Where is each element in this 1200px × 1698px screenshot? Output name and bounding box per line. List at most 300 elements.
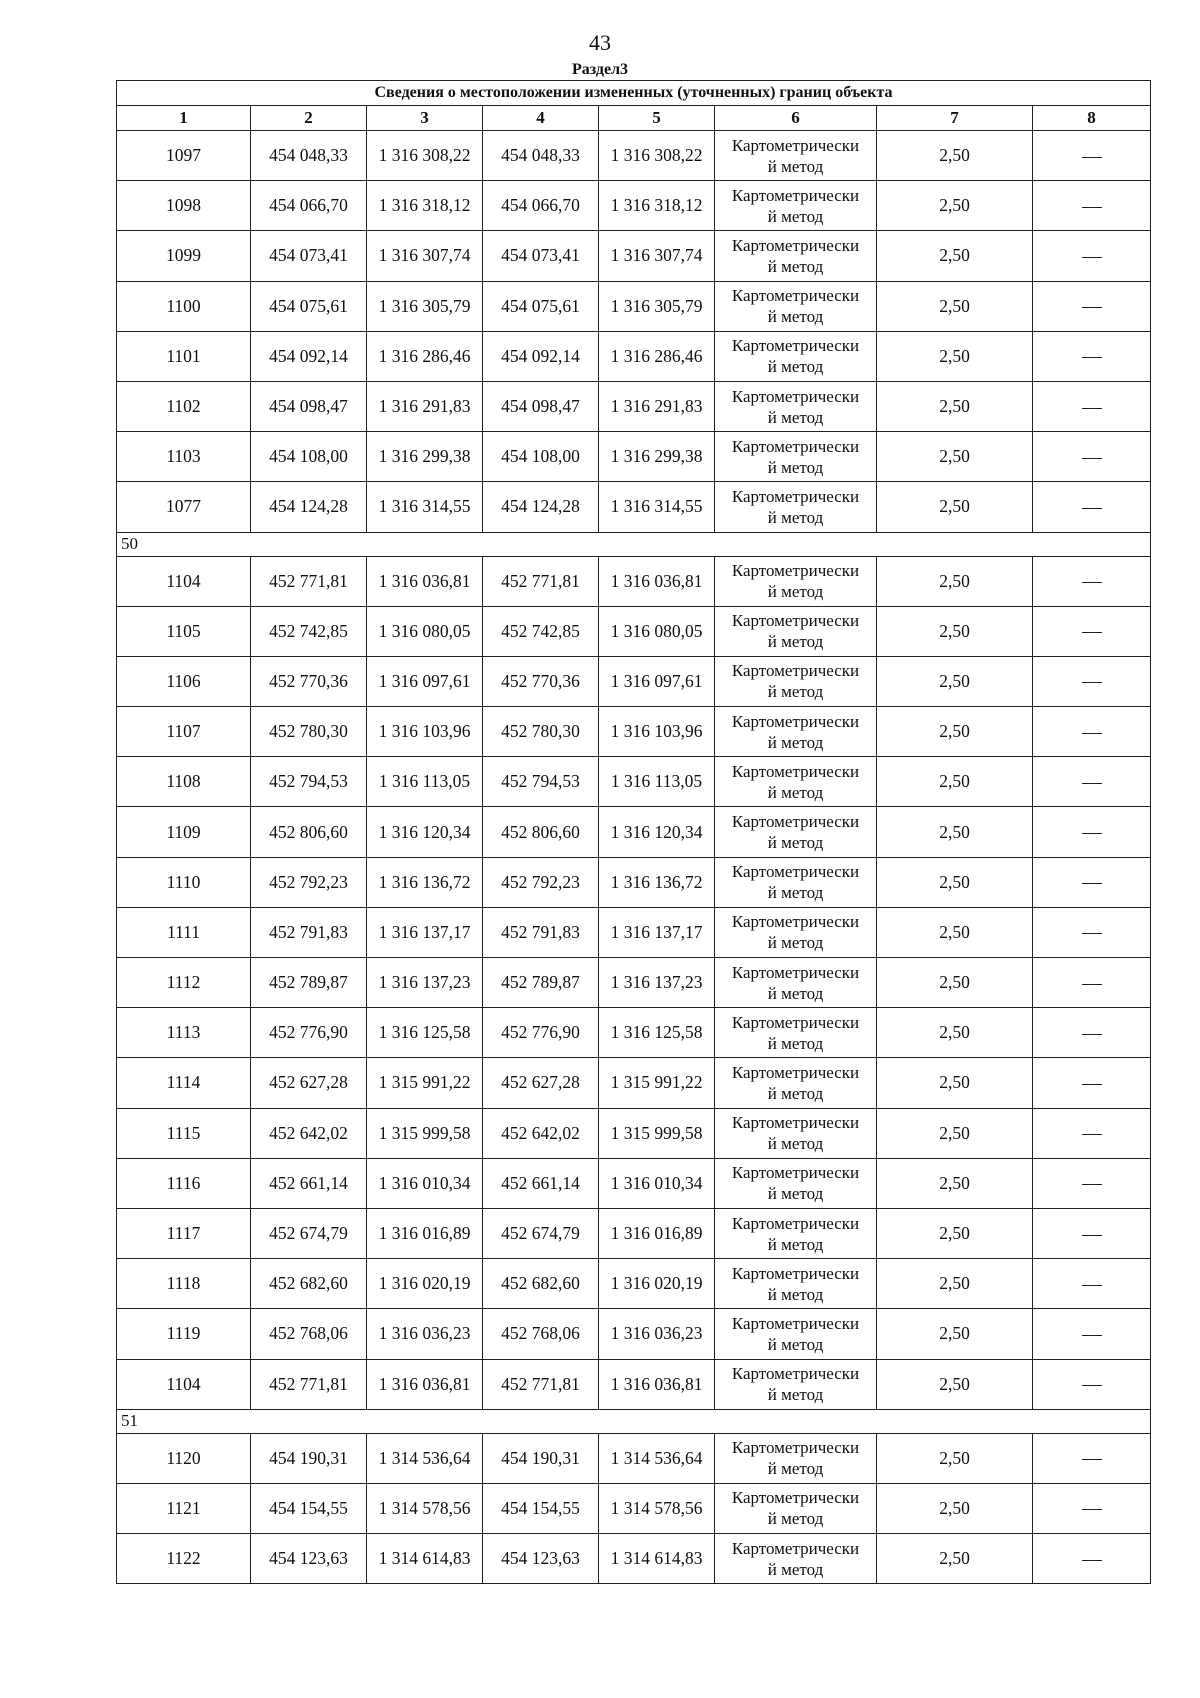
table-row: [117, 958, 1151, 1008]
x-existing-cell: 454 092,14: [251, 331, 367, 381]
method-cell: [715, 807, 877, 857]
point-number-cell: 1101: [117, 331, 251, 381]
column-number: 6: [715, 106, 877, 131]
method-line: Картометрически: [731, 235, 860, 255]
method-line: Картометрически: [731, 386, 860, 406]
y-updated-cell: 1 316 318,12: [599, 181, 715, 231]
method-cell: [715, 656, 877, 706]
y-updated-cell: 1 316 291,83: [599, 381, 715, 431]
x-updated-cell: 452 674,79: [483, 1208, 599, 1258]
method-line: Картометрически: [731, 1213, 860, 1233]
x-updated-cell: 454 154,55: [483, 1483, 599, 1533]
dash-mark: [1082, 1235, 1102, 1236]
point-number-cell: 1109: [117, 807, 251, 857]
empty-value-cell: [1033, 707, 1151, 757]
x-existing-cell: 454 108,00: [251, 432, 367, 482]
y-updated-cell: 1 316 036,81: [599, 1359, 715, 1409]
x-updated-cell: 452 770,36: [483, 656, 599, 706]
method-cell: [715, 181, 877, 231]
method-line: й метод: [767, 206, 824, 226]
y-updated-cell: 1 316 307,74: [599, 231, 715, 281]
table-row: [117, 1158, 1151, 1208]
dash-mark: [1082, 1560, 1102, 1561]
y-updated-cell: 1 315 991,22: [599, 1058, 715, 1108]
empty-value-cell: [1033, 231, 1151, 281]
method-line: Картометрически: [731, 486, 860, 506]
empty-value-cell: [1033, 1108, 1151, 1158]
method-line: Картометрически: [731, 336, 860, 356]
table-row: [117, 331, 1151, 381]
method-line: й метод: [767, 582, 824, 602]
table-row: [117, 1534, 1151, 1584]
y-existing-cell: 1 316 305,79: [367, 281, 483, 331]
boundary-coordinates-table: [116, 80, 1151, 1584]
table-row: [117, 606, 1151, 656]
method-cell: [715, 1158, 877, 1208]
point-number-cell: 1077: [117, 482, 251, 532]
table-row: [117, 707, 1151, 757]
point-number-cell: 1119: [117, 1309, 251, 1359]
x-updated-cell: 452 642,02: [483, 1108, 599, 1158]
method-line: й метод: [767, 1134, 824, 1154]
accuracy-cell: 2,50: [877, 1158, 1033, 1208]
point-number-cell: 1122: [117, 1534, 251, 1584]
method-cell: [715, 606, 877, 656]
accuracy-cell: 2,50: [877, 1008, 1033, 1058]
x-updated-cell: 454 190,31: [483, 1433, 599, 1483]
x-existing-cell: 452 794,53: [251, 757, 367, 807]
x-updated-cell: 452 780,30: [483, 707, 599, 757]
empty-value-cell: [1033, 1534, 1151, 1584]
method-cell: [715, 1008, 877, 1058]
method-line: Картометрически: [731, 135, 860, 155]
method-cell: [715, 958, 877, 1008]
method-line: Картометрически: [731, 711, 860, 731]
x-existing-cell: 452 661,14: [251, 1158, 367, 1208]
method-cell: [715, 1433, 877, 1483]
x-updated-cell: 452 794,53: [483, 757, 599, 807]
method-line: й метод: [767, 307, 824, 327]
dash-mark: [1082, 508, 1102, 509]
method-cell: [715, 432, 877, 482]
method-line: й метод: [767, 1459, 824, 1479]
accuracy-cell: 2,50: [877, 556, 1033, 606]
y-existing-cell: 1 316 016,89: [367, 1208, 483, 1258]
table-row: [117, 1259, 1151, 1309]
y-updated-cell: 1 314 614,83: [599, 1534, 715, 1584]
method-line: Картометрически: [731, 812, 860, 832]
dash-mark: [1082, 1134, 1102, 1135]
method-line: й метод: [767, 156, 824, 176]
x-updated-cell: 452 792,23: [483, 857, 599, 907]
group-row: [117, 1409, 1151, 1433]
accuracy-cell: 2,50: [877, 1108, 1033, 1158]
y-existing-cell: 1 316 314,55: [367, 482, 483, 532]
y-updated-cell: 1 314 536,64: [599, 1433, 715, 1483]
method-line: Картометрически: [731, 436, 860, 456]
group-label: 50: [117, 532, 1151, 556]
point-number-cell: 1115: [117, 1108, 251, 1158]
y-existing-cell: 1 315 991,22: [367, 1058, 483, 1108]
point-number-cell: 1100: [117, 281, 251, 331]
x-updated-cell: 454 092,14: [483, 331, 599, 381]
x-existing-cell: 454 190,31: [251, 1433, 367, 1483]
dash-mark: [1082, 1084, 1102, 1085]
method-line: Картометрически: [731, 761, 860, 781]
point-number-cell: 1106: [117, 656, 251, 706]
x-updated-cell: 452 768,06: [483, 1309, 599, 1359]
x-existing-cell: 452 792,23: [251, 857, 367, 907]
table-row: [117, 1058, 1151, 1108]
point-number-cell: 1104: [117, 1359, 251, 1409]
y-updated-cell: 1 316 113,05: [599, 757, 715, 807]
method-line: й метод: [767, 933, 824, 953]
table-row: [117, 907, 1151, 957]
method-line: Картометрически: [731, 1438, 860, 1458]
point-number-cell: 1105: [117, 606, 251, 656]
method-cell: [715, 1534, 877, 1584]
table-caption-row: [117, 81, 1151, 106]
x-existing-cell: 454 066,70: [251, 181, 367, 231]
y-updated-cell: 1 316 010,34: [599, 1158, 715, 1208]
accuracy-cell: 2,50: [877, 907, 1033, 957]
method-line: й метод: [767, 782, 824, 802]
y-existing-cell: 1 314 578,56: [367, 1483, 483, 1533]
point-number-cell: 1104: [117, 556, 251, 606]
method-cell: [715, 556, 877, 606]
method-cell: [715, 1259, 877, 1309]
method-line: й метод: [767, 983, 824, 1003]
method-cell: [715, 1108, 877, 1158]
accuracy-cell: 2,50: [877, 1208, 1033, 1258]
dash-mark: [1082, 357, 1102, 358]
column-number: 7: [877, 106, 1033, 131]
x-existing-cell: 454 075,61: [251, 281, 367, 331]
table-row: [117, 231, 1151, 281]
method-cell: [715, 331, 877, 381]
x-updated-cell: 452 771,81: [483, 556, 599, 606]
point-number-cell: 1120: [117, 1433, 251, 1483]
dash-mark: [1082, 783, 1102, 784]
y-updated-cell: 1 316 125,58: [599, 1008, 715, 1058]
method-cell: [715, 1359, 877, 1409]
x-updated-cell: 452 661,14: [483, 1158, 599, 1208]
empty-value-cell: [1033, 381, 1151, 431]
y-updated-cell: 1 316 080,05: [599, 606, 715, 656]
point-number-cell: 1111: [117, 907, 251, 957]
y-updated-cell: 1 316 036,23: [599, 1309, 715, 1359]
method-line: й метод: [767, 1083, 824, 1103]
point-number-cell: 1098: [117, 181, 251, 231]
method-line: Картометрически: [731, 962, 860, 982]
method-line: Картометрически: [731, 185, 860, 205]
y-updated-cell: 1 316 137,17: [599, 907, 715, 957]
accuracy-cell: 2,50: [877, 1309, 1033, 1359]
section-title: Раздел3: [571, 61, 629, 78]
point-number-cell: 1099: [117, 231, 251, 281]
x-existing-cell: 454 123,63: [251, 1534, 367, 1584]
dash-mark: [1082, 984, 1102, 985]
x-updated-cell: 454 075,61: [483, 281, 599, 331]
accuracy-cell: 2,50: [877, 1483, 1033, 1533]
method-line: й метод: [767, 732, 824, 752]
method-line: Картометрически: [731, 1488, 860, 1508]
accuracy-cell: 2,50: [877, 757, 1033, 807]
accuracy-cell: 2,50: [877, 857, 1033, 907]
method-line: й метод: [767, 1509, 824, 1529]
dash-mark: [1082, 632, 1102, 633]
y-existing-cell: 1 316 103,96: [367, 707, 483, 757]
y-existing-cell: 1 316 299,38: [367, 432, 483, 482]
method-line: Картометрически: [731, 1012, 860, 1032]
method-line: й метод: [767, 833, 824, 853]
method-cell: [715, 1309, 877, 1359]
point-number-cell: 1102: [117, 381, 251, 431]
x-existing-cell: 452 791,83: [251, 907, 367, 957]
x-updated-cell: 454 066,70: [483, 181, 599, 231]
x-updated-cell: 454 124,28: [483, 482, 599, 532]
y-updated-cell: 1 316 305,79: [599, 281, 715, 331]
y-existing-cell: 1 316 137,23: [367, 958, 483, 1008]
x-existing-cell: 452 771,81: [251, 556, 367, 606]
x-existing-cell: 452 768,06: [251, 1309, 367, 1359]
method-line: Картометрически: [731, 1364, 860, 1384]
point-number-cell: 1117: [117, 1208, 251, 1258]
x-updated-cell: 452 771,81: [483, 1359, 599, 1409]
method-cell: [715, 1483, 877, 1533]
empty-value-cell: [1033, 131, 1151, 181]
point-number-cell: 1112: [117, 958, 251, 1008]
column-number: 4: [483, 106, 599, 131]
accuracy-cell: 2,50: [877, 1534, 1033, 1584]
method-line: й метод: [767, 1284, 824, 1304]
empty-value-cell: [1033, 757, 1151, 807]
accuracy-cell: 2,50: [877, 281, 1033, 331]
y-updated-cell: 1 315 999,58: [599, 1108, 715, 1158]
y-updated-cell: 1 316 097,61: [599, 656, 715, 706]
empty-value-cell: [1033, 907, 1151, 957]
x-updated-cell: 452 776,90: [483, 1008, 599, 1058]
y-updated-cell: 1 316 020,19: [599, 1259, 715, 1309]
x-existing-cell: 452 627,28: [251, 1058, 367, 1108]
accuracy-cell: 2,50: [877, 707, 1033, 757]
column-number: 3: [367, 106, 483, 131]
empty-value-cell: [1033, 857, 1151, 907]
table-row: [117, 281, 1151, 331]
y-updated-cell: 1 316 136,72: [599, 857, 715, 907]
dash-mark: [1082, 733, 1102, 734]
table-row: [117, 807, 1151, 857]
method-line: Картометрически: [731, 286, 860, 306]
method-line: Картометрически: [731, 561, 860, 581]
dash-mark: [1082, 883, 1102, 884]
method-line: й метод: [767, 457, 824, 477]
table-body: [117, 131, 1151, 1584]
method-line: й метод: [767, 883, 824, 903]
method-line: Картометрически: [731, 862, 860, 882]
y-existing-cell: 1 314 614,83: [367, 1534, 483, 1584]
table-row: [117, 1359, 1151, 1409]
method-line: й метод: [767, 1385, 824, 1405]
x-existing-cell: 454 048,33: [251, 131, 367, 181]
table-row: [117, 1433, 1151, 1483]
column-number: 1: [117, 106, 251, 131]
point-number-cell: 1110: [117, 857, 251, 907]
x-existing-cell: 452 806,60: [251, 807, 367, 857]
empty-value-cell: [1033, 281, 1151, 331]
point-number-cell: 1097: [117, 131, 251, 181]
method-line: Картометрически: [731, 1538, 860, 1558]
x-existing-cell: 452 770,36: [251, 656, 367, 706]
y-existing-cell: 1 316 307,74: [367, 231, 483, 281]
y-existing-cell: 1 316 136,72: [367, 857, 483, 907]
x-updated-cell: 454 108,00: [483, 432, 599, 482]
dash-mark: [1082, 582, 1102, 583]
point-number-cell: 1107: [117, 707, 251, 757]
empty-value-cell: [1033, 1058, 1151, 1108]
dash-mark: [1082, 1335, 1102, 1336]
y-existing-cell: 1 316 120,34: [367, 807, 483, 857]
x-updated-cell: 452 682,60: [483, 1259, 599, 1309]
table-row: [117, 432, 1151, 482]
method-line: Картометрически: [731, 1062, 860, 1082]
dash-mark: [1082, 257, 1102, 258]
column-number: 8: [1033, 106, 1151, 131]
x-updated-cell: 454 048,33: [483, 131, 599, 181]
table-row: [117, 1483, 1151, 1533]
accuracy-cell: 2,50: [877, 432, 1033, 482]
method-line: й метод: [767, 1559, 824, 1579]
x-existing-cell: 454 073,41: [251, 231, 367, 281]
accuracy-cell: 2,50: [877, 231, 1033, 281]
point-number-cell: 1116: [117, 1158, 251, 1208]
empty-value-cell: [1033, 1483, 1151, 1533]
x-updated-cell: 452 627,28: [483, 1058, 599, 1108]
table-caption: Сведения о местоположении измененных (уточненных) границ объекта: [117, 81, 1151, 106]
table-row: [117, 1309, 1151, 1359]
empty-value-cell: [1033, 1359, 1151, 1409]
table-row: [117, 181, 1151, 231]
method-line: й метод: [767, 1033, 824, 1053]
method-line: й метод: [767, 1334, 824, 1354]
y-existing-cell: 1 316 308,22: [367, 131, 483, 181]
method-cell: [715, 381, 877, 431]
dash-mark: [1082, 682, 1102, 683]
point-number-cell: 1108: [117, 757, 251, 807]
y-existing-cell: 1 315 999,58: [367, 1108, 483, 1158]
method-cell: [715, 482, 877, 532]
x-existing-cell: 452 742,85: [251, 606, 367, 656]
method-line: Картометрически: [731, 912, 860, 932]
accuracy-cell: 2,50: [877, 656, 1033, 706]
x-updated-cell: 452 789,87: [483, 958, 599, 1008]
point-number-cell: 1114: [117, 1058, 251, 1108]
table-row: [117, 482, 1151, 532]
method-line: Картометрически: [731, 1163, 860, 1183]
method-cell: [715, 757, 877, 807]
empty-value-cell: [1033, 606, 1151, 656]
x-existing-cell: 452 771,81: [251, 1359, 367, 1409]
accuracy-cell: 2,50: [877, 1359, 1033, 1409]
point-number-cell: 1121: [117, 1483, 251, 1533]
accuracy-cell: 2,50: [877, 181, 1033, 231]
empty-value-cell: [1033, 432, 1151, 482]
x-updated-cell: 452 742,85: [483, 606, 599, 656]
point-number-cell: 1103: [117, 432, 251, 482]
y-existing-cell: 1 316 137,17: [367, 907, 483, 957]
y-existing-cell: 1 316 036,81: [367, 1359, 483, 1409]
method-cell: [715, 857, 877, 907]
y-updated-cell: 1 316 120,34: [599, 807, 715, 857]
empty-value-cell: [1033, 1309, 1151, 1359]
column-number: 2: [251, 106, 367, 131]
method-line: й метод: [767, 682, 824, 702]
y-updated-cell: 1 316 314,55: [599, 482, 715, 532]
table-row: [117, 857, 1151, 907]
y-existing-cell: 1 316 036,23: [367, 1309, 483, 1359]
method-line: Картометрически: [731, 661, 860, 681]
table-row: [117, 1208, 1151, 1258]
method-line: й метод: [767, 1184, 824, 1204]
dash-mark: [1082, 307, 1102, 308]
method-cell: [715, 907, 877, 957]
y-existing-cell: 1 316 020,19: [367, 1259, 483, 1309]
y-updated-cell: 1 316 286,46: [599, 331, 715, 381]
y-updated-cell: 1 316 137,23: [599, 958, 715, 1008]
y-existing-cell: 1 316 036,81: [367, 556, 483, 606]
accuracy-cell: 2,50: [877, 807, 1033, 857]
method-line: Картометрически: [731, 1313, 860, 1333]
x-existing-cell: 452 682,60: [251, 1259, 367, 1309]
accuracy-cell: 2,50: [877, 131, 1033, 181]
page-number: 43: [589, 30, 611, 55]
dash-mark: [1082, 933, 1102, 934]
y-existing-cell: 1 316 318,12: [367, 181, 483, 231]
y-existing-cell: 1 316 125,58: [367, 1008, 483, 1058]
method-line: Картометрически: [731, 611, 860, 631]
y-updated-cell: 1 316 103,96: [599, 707, 715, 757]
point-number-cell: 1118: [117, 1259, 251, 1309]
x-existing-cell: 452 780,30: [251, 707, 367, 757]
accuracy-cell: 2,50: [877, 331, 1033, 381]
dash-mark: [1082, 458, 1102, 459]
accuracy-cell: 2,50: [877, 482, 1033, 532]
x-updated-cell: 454 098,47: [483, 381, 599, 431]
y-existing-cell: 1 316 080,05: [367, 606, 483, 656]
empty-value-cell: [1033, 482, 1151, 532]
table-row: [117, 381, 1151, 431]
method-cell: [715, 1058, 877, 1108]
empty-value-cell: [1033, 807, 1151, 857]
x-existing-cell: 452 642,02: [251, 1108, 367, 1158]
dash-mark: [1082, 1034, 1102, 1035]
accuracy-cell: 2,50: [877, 1433, 1033, 1483]
x-updated-cell: 454 123,63: [483, 1534, 599, 1584]
method-line: й метод: [767, 256, 824, 276]
method-cell: [715, 707, 877, 757]
method-cell: [715, 131, 877, 181]
table-row: [117, 1108, 1151, 1158]
y-updated-cell: 1 316 299,38: [599, 432, 715, 482]
table-row: [117, 757, 1151, 807]
accuracy-cell: 2,50: [877, 1058, 1033, 1108]
method-line: й метод: [767, 632, 824, 652]
method-line: й метод: [767, 407, 824, 427]
empty-value-cell: [1033, 556, 1151, 606]
y-updated-cell: 1 314 578,56: [599, 1483, 715, 1533]
table-row: [117, 656, 1151, 706]
empty-value-cell: [1033, 1158, 1151, 1208]
